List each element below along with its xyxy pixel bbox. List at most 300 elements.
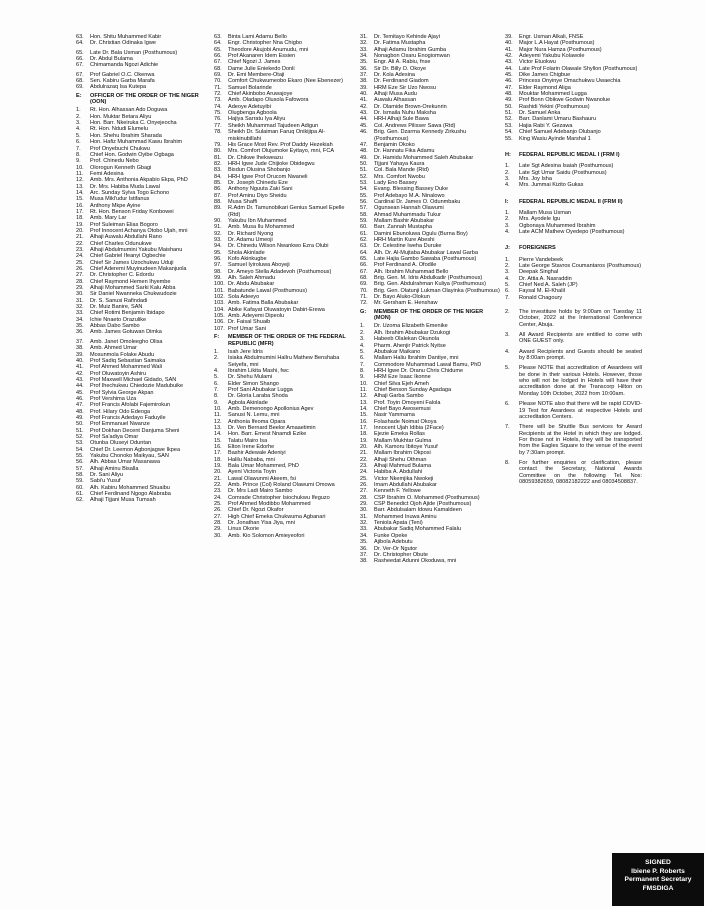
- item-number: 1.: [505, 256, 510, 263]
- item-number: 6.: [76, 139, 81, 146]
- item-name: Dr. Adamu Umeoji: [228, 237, 273, 243]
- item-name: Deepak Singhal: [519, 269, 559, 276]
- item-number: 10.: [214, 405, 222, 412]
- item-name: Alhaji Abdulmumini Yakubu Maishanu: [90, 247, 183, 253]
- list-item: [214, 205, 352, 218]
- item-number: 2.: [360, 329, 365, 336]
- item-name: Alh. Ibrahim Muhammad Bello: [374, 268, 449, 275]
- item-number: 26.: [214, 507, 222, 514]
- item-name: Lawal Olawunmi Akeem, fsi: [228, 475, 296, 482]
- section-letter: J:: [505, 245, 510, 252]
- item-number: 39.: [505, 34, 513, 40]
- item-name: Chief Bayo Awosemusi: [374, 405, 431, 412]
- item-name: Dr. Ven Bernard Beelor Amaaetimin: [228, 424, 316, 431]
- item-name: Folashade Noimat Okoya: [374, 418, 437, 425]
- item-number: 40.: [505, 40, 513, 47]
- item-name: Agbola Akinlade: [228, 399, 268, 406]
- item-number: 51.: [76, 427, 84, 434]
- section-heading: [505, 245, 642, 251]
- item-name: Prof Sadiq Sebastian Saimaka: [90, 357, 166, 364]
- item-name: Lady Eno Bassey: [374, 179, 418, 186]
- item-name: Prof Suleiman Elias Bogoro: [90, 221, 158, 228]
- item-name: Barr. Danlami Umaru Bashauru: [519, 116, 597, 123]
- item-name: Alhaji Aminu Bisalla: [90, 465, 139, 472]
- item-name: Chief Ngozi J. James: [228, 59, 281, 66]
- item-number: 63.: [214, 34, 222, 40]
- item-name: Chief Gabriel Ifeanyi Ogbechie: [90, 253, 166, 260]
- item-name: Prof Emmanuel Nwanze: [90, 421, 150, 428]
- item-number: 54.: [505, 129, 513, 136]
- item-name: Dr. Gloria Laraba Shoda: [228, 393, 288, 400]
- item-number: 51.: [360, 167, 368, 174]
- item-name: Dr. Samuel Anka: [519, 110, 561, 117]
- note-number: 2.: [505, 309, 510, 316]
- item-number: 6.: [214, 380, 219, 387]
- item-name: Dr. Abdu Abubakar: [228, 281, 275, 288]
- item-number: 4.: [505, 182, 510, 189]
- item-name: Prof Gabriel O.C. Okenwa: [90, 71, 155, 78]
- item-name: Alh. Dr. Al-Mujtaba Abubakar Lawal Garba: [374, 249, 478, 256]
- item-number: 28.: [76, 278, 84, 285]
- item-name: King Wasiu Ayinde Marshal 1: [519, 135, 591, 142]
- item-name: Isah Jere Idris: [228, 348, 263, 355]
- item-number: 77.: [214, 122, 222, 129]
- item-name: Hon. Shehu Ibrahim Sharada: [90, 132, 162, 139]
- item-name: Adeyemi Yakubu Kolawole: [519, 53, 585, 60]
- note-text: Award Recipients and Guests should be seated by 8:00am prompt.: [519, 348, 642, 362]
- item-number: 69.: [214, 72, 222, 79]
- item-number: 67.: [214, 59, 222, 66]
- item-name: Abubakar Sadiq Mohammed Falalu: [374, 526, 461, 533]
- item-number: 1.: [214, 348, 219, 355]
- column-1: [76, 34, 206, 504]
- item-number: 4.: [505, 275, 510, 282]
- item-name: Dr. Hannatu Fika Adamu: [374, 148, 435, 155]
- item-number: 70.: [360, 287, 368, 294]
- item-number: 27.: [214, 513, 222, 520]
- item-name: Dr. Emi Membere-Otaji: [228, 72, 285, 79]
- item-name: Damini Ebunoluwa Ogulu (Burna Boy): [374, 230, 468, 237]
- item-name: Mrs. Comfort Olujumoke Eyitayo, mni, FCA: [228, 148, 335, 155]
- item-name: Kofo Akinkugbe: [228, 256, 267, 263]
- item-number: 72.: [360, 300, 368, 307]
- item-name: HRH Igwe Dr. Oranu Chris Chidume: [374, 367, 464, 374]
- note-number: 4.: [505, 348, 510, 355]
- item-name: Anthony Nguuta Zaki Sani: [228, 186, 293, 193]
- item-number: 78.: [214, 129, 222, 136]
- item-name: Dr. Uzoma Elizabeth Emenike: [374, 323, 448, 330]
- item-name: Dr. Attia A. Nasraddin: [519, 275, 572, 282]
- note-text: All Award Recipients are entitled to come with ONE GUEST only.: [519, 332, 642, 345]
- item-name: Dr. Chikwe Ihekweazu: [228, 154, 283, 161]
- item-number: 26.: [360, 482, 368, 489]
- item-name: Hon. Hafiz Muhammad Kawu Ibrahim: [90, 139, 183, 146]
- item-number: 46.: [76, 395, 84, 402]
- item-number: 10.: [360, 380, 368, 387]
- list-item: [214, 355, 352, 368]
- item-number: 5.: [76, 132, 81, 139]
- item-number: 65.: [76, 49, 84, 56]
- section-title: OFFICER OF THE ORDER OF THE NIGER (OON): [90, 92, 199, 106]
- item-number: 6.: [360, 355, 365, 362]
- item-number: 36.: [76, 329, 84, 336]
- item-number: 53.: [76, 440, 84, 447]
- item-number: 70.: [214, 78, 222, 85]
- item-name: Prof Ahmed Modibbo Mohammed: [228, 501, 311, 508]
- item-name: CSP Benedict Ojoh Ajide (Posthumous): [374, 501, 472, 508]
- signatory-ministry: FMSDIGA: [642, 884, 674, 892]
- item-name: Hon. Barr. Nkeiruka C. Onyejeocha: [90, 120, 177, 127]
- item-number: 54.: [76, 446, 84, 453]
- item-name: Late Dr. Bala Usman (Posthumous): [90, 49, 178, 56]
- item-number: 3.: [360, 336, 365, 343]
- note-paragraph: [505, 309, 642, 328]
- item-name: Alhaji Mohammed Sarki Kalu Abba: [90, 285, 176, 292]
- list-item: [214, 129, 352, 142]
- item-number: 7.: [214, 386, 219, 393]
- item-name: Prof Francis Adedayo Faduyile: [90, 414, 166, 421]
- item-number: 53.: [505, 122, 513, 129]
- item-name: Binta Lami Adamu Bello: [228, 34, 287, 40]
- item-number: 2.: [505, 216, 510, 223]
- item-name: Mallam Ibrahim Okposi: [374, 450, 431, 457]
- item-name: Ronald Chagoury: [519, 294, 563, 301]
- item-name: High Chief Emeka Chukwuma Agbanari: [228, 513, 326, 520]
- item-name: Dr. Fatima Mustapha: [374, 40, 426, 47]
- item-name: Dame Julie Eniekedo Donli: [228, 65, 295, 72]
- list-item: [76, 497, 206, 503]
- signature-block: [612, 853, 704, 906]
- item-name: Prof Francis Afolabi Fajemirokun: [90, 402, 171, 409]
- item-number: 57.: [76, 465, 84, 472]
- item-name: HRH Igwe Prof Orucom Nwaneli: [228, 173, 308, 180]
- item-number: 47.: [505, 84, 513, 91]
- item-number: 93.: [214, 237, 222, 243]
- section-letter: F:: [214, 334, 220, 341]
- item-number: 29.: [214, 526, 222, 533]
- section-heading: [214, 334, 352, 347]
- item-number: 32.: [76, 304, 84, 311]
- item-name: Brig. Gen. Abdulrahman Kuliya (Posthumous): [374, 281, 486, 288]
- item-number: 14.: [76, 189, 84, 196]
- item-name: Ichie Nnaeto Orazulike: [90, 316, 147, 323]
- item-name: CSP Ibrahim O. Mohammed (Posthumous): [374, 494, 480, 501]
- item-number: 20.: [76, 227, 84, 234]
- item-number: 21.: [214, 475, 222, 482]
- item-name: Dr. Hamidu Mohammed Saleh Abubakar: [374, 154, 474, 161]
- item-number: 56.: [360, 198, 368, 205]
- item-number: 67.: [76, 62, 84, 69]
- column-4-list: [505, 34, 642, 142]
- item-number: 90.: [214, 217, 222, 224]
- item-number: 9.: [214, 399, 219, 406]
- item-number: 48.: [360, 148, 368, 155]
- item-number: 16.: [214, 444, 222, 450]
- item-name: Halilu Nababa, mni: [228, 456, 275, 463]
- item-name: Imam Abdullahi Abubakar: [374, 482, 437, 489]
- item-number: 64.: [76, 40, 84, 47]
- item-name: Chief Ferdinand Ngogo Alabraba: [90, 491, 171, 498]
- item-number: 41.: [505, 46, 513, 53]
- item-number: 22.: [76, 240, 84, 247]
- item-name: Habiba A. Abdullahi: [374, 469, 423, 476]
- item-number: 39.: [360, 84, 368, 91]
- item-number: 60.: [76, 484, 84, 491]
- item-number: 7.: [76, 145, 81, 152]
- item-name: Linus Okorie: [228, 526, 260, 533]
- item-number: 55.: [360, 192, 368, 199]
- item-number: 24.: [214, 494, 222, 501]
- note-number: 6.: [505, 401, 510, 408]
- item-name: Chimamanda Ngozi Adichie: [90, 62, 159, 69]
- item-name: Mrs. Jummai Kizito Gukas: [519, 182, 584, 189]
- item-name: HRM Eze Sir Uzo Nwosu: [374, 84, 436, 91]
- section-title: FEDERAL REPUBLIC MEDAL I (FRM I): [519, 151, 620, 158]
- item-number: 4.: [214, 367, 219, 374]
- item-name: Anthony Mkpe Ayine: [90, 202, 141, 209]
- section-letter: I:: [505, 198, 509, 205]
- item-name: Mrs. Joy Isha: [519, 175, 552, 182]
- section-title: FEDERAL REPUBLIC MEDAL II (FRM II): [519, 198, 623, 205]
- item-number: 30.: [214, 532, 222, 539]
- item-name: Anthonia Ifeoma Opara: [228, 418, 286, 425]
- item-name: Kenneth F. Yellowe: [374, 488, 421, 495]
- item-name: Chief Charles Odunukwe: [90, 240, 152, 247]
- item-name: Ejezie Emeka Rollas: [374, 431, 425, 438]
- item-number: 88.: [214, 198, 222, 205]
- item-number: 106.: [214, 319, 225, 326]
- item-name: Bala Umar Mohammed, PhD: [228, 463, 299, 470]
- note-paragraph: [505, 365, 642, 397]
- item-name: Prof. Chinedu Nebo: [90, 158, 139, 165]
- item-name: Chief Benson Sunday Agadaga: [374, 386, 452, 393]
- note-number: 5.: [505, 365, 510, 372]
- item-name: Dr. Ismaila Nuhu Maksha: [374, 110, 436, 117]
- item-name: Ogunsean Hannah Olawumi: [374, 205, 444, 212]
- item-name: Ajibola Adebutu: [374, 539, 413, 546]
- item-number: 13.: [360, 399, 368, 406]
- item-name: Prof Sylvia George Akpan: [90, 389, 154, 396]
- item-name: Hon. Muktar Betara Aliyu: [90, 113, 152, 120]
- item-name: Amb. Ahmed Umar: [90, 345, 137, 352]
- item-number: 34.: [360, 53, 368, 60]
- item-number: 52.: [76, 433, 84, 440]
- item-name: Chief Raymond Hemen Ihyembe: [90, 278, 171, 285]
- item-number: 22.: [214, 482, 222, 489]
- item-name: Chief Dr. Ngozi Okafor: [228, 507, 284, 514]
- section-title: FOREIGNERS: [519, 245, 556, 252]
- item-number: 103.: [214, 300, 225, 307]
- item-number: 30.: [76, 291, 84, 298]
- item-name: Hon. Shitu Muhammed Kabir: [90, 34, 162, 40]
- item-number: 27.: [360, 488, 368, 495]
- item-name: Evang. Blessing Bassey Duke: [374, 186, 448, 193]
- item-name: Amb. Prince (Col) Roland Olawumi Omowa: [228, 482, 335, 489]
- item-name: Dr. Kola Adesina: [374, 72, 416, 79]
- item-name: Mallam Mukhtar Gulma: [374, 437, 432, 444]
- item-number: 12.: [360, 393, 368, 400]
- item-name: Late George Stavros Coumantaros (Posthumous): [519, 262, 642, 269]
- item-name: Dr. Richard Nyong: [228, 230, 274, 237]
- item-number: 43.: [505, 59, 513, 66]
- item-number: 45.: [76, 389, 84, 396]
- item-number: 16.: [76, 202, 84, 209]
- item-name: Dr. Temitayo Kehinde Ajayi: [374, 34, 440, 40]
- section-heading: [505, 152, 642, 158]
- item-number: 32.: [360, 520, 368, 527]
- item-name: Prof Sani Abubakar Lugga: [228, 386, 293, 393]
- item-number: 11.: [360, 386, 368, 393]
- item-name: HRH Alhaji Sule Bawa: [374, 116, 429, 123]
- item-number: 45.: [505, 72, 513, 79]
- item-name: Abike Kafayat Oluwatoyin Dabiri-Erewa: [228, 306, 325, 313]
- item-name: Dr. Abdul Bulama: [90, 56, 133, 63]
- list-item: [360, 129, 500, 142]
- item-number: 34.: [360, 532, 368, 539]
- item-number: 18.: [360, 431, 368, 438]
- item-number: 39.: [76, 351, 84, 358]
- item-number: 10.: [76, 164, 84, 171]
- item-name: Shola Akinlade: [228, 249, 265, 256]
- item-number: 38.: [76, 345, 84, 352]
- note-paragraph: [505, 349, 642, 362]
- item-name: Victor Nkemjika Nwokeji: [374, 475, 434, 482]
- item-name: Ibrahim Likita Mashi, fwc: [228, 367, 289, 374]
- item-number: 44.: [360, 116, 368, 123]
- item-name: Dr. Celestine Iweha Duruke: [374, 243, 442, 250]
- item-name: Amb. Oladapo Olusola Fafowora: [228, 97, 309, 104]
- item-name: Femi Adesina: [90, 170, 124, 177]
- item-number: 71.: [214, 84, 222, 91]
- item-number: 74.: [214, 103, 222, 110]
- item-name: Benjamin Okoko: [374, 141, 415, 148]
- item-number: 30.: [360, 507, 368, 514]
- item-number: 8.: [360, 367, 365, 374]
- item-name: Prof Innocent Achanya Otobo Ujah, mni: [90, 227, 188, 234]
- item-name: Alh. Ibrahim Abubakar Dzukogi: [374, 329, 451, 336]
- item-number: 81.: [214, 154, 222, 161]
- item-number: 2.: [76, 113, 81, 120]
- item-number: 44.: [76, 383, 84, 390]
- item-name: Alh. Saleh Ahmadu: [228, 275, 276, 282]
- item-name: Dr. Ameyo Stella Adadevoh (Posthumous): [228, 268, 332, 275]
- item-number: 3.: [505, 175, 510, 182]
- item-name: Prof Sa'adiya Omar: [90, 433, 139, 440]
- item-number: 33.: [360, 46, 368, 53]
- item-number: 51.: [505, 110, 513, 117]
- item-number: 18.: [214, 456, 222, 463]
- item-number: 3.: [76, 120, 81, 127]
- notes: [505, 301, 642, 485]
- column-3: [360, 34, 500, 565]
- item-number: 33.: [76, 310, 84, 317]
- item-name: Pharm. Ahenjir Patrick Nyitse: [374, 342, 446, 349]
- item-name: Ayeni Victoria Toyin: [228, 469, 277, 476]
- item-number: 57.: [360, 205, 368, 212]
- item-number: 17.: [76, 208, 84, 215]
- item-number: 107.: [214, 325, 225, 332]
- item-number: 35.: [360, 59, 368, 66]
- item-name: Faysal M. El-Khalil: [519, 288, 565, 295]
- item-name: Yakubu Chonoko Maikyau, SAN: [90, 453, 169, 459]
- item-name: Dr. Sani Aliyu: [90, 472, 123, 479]
- section-letter: E:: [76, 92, 82, 99]
- item-number: 9.: [76, 158, 81, 165]
- item-name: Amb. Mary Lar: [90, 215, 127, 222]
- item-name: Chief Ned A. Saleh (JP): [519, 282, 578, 288]
- item-number: 85.: [214, 179, 222, 186]
- item-number: 28.: [360, 494, 368, 501]
- item-name: Amb. Musa Ilu Mohammed: [228, 224, 295, 231]
- item-name: Mouktar Mohammed Lugga: [519, 91, 587, 98]
- item-name: Amb. Fatima Balla Abubakar: [228, 300, 299, 307]
- item-name: Prof Vershima Uza: [90, 395, 137, 402]
- item-number: 53.: [360, 179, 368, 186]
- item-name: Amb. Janet Omoleegho Olisa: [90, 338, 163, 345]
- item-number: 66.: [360, 262, 368, 269]
- item-number: 43.: [360, 110, 368, 117]
- item-number: 46.: [505, 78, 513, 85]
- signatory-title: Permanent Secretary: [624, 876, 692, 884]
- item-name: Rt. Hon. Alhassan Ado Doguwa: [90, 107, 168, 114]
- item-number: 37.: [76, 338, 84, 345]
- item-number: 65.: [360, 256, 368, 263]
- item-name: Elton Irene Edorhe: [228, 444, 275, 450]
- item-number: 16.: [360, 418, 368, 425]
- item-name: Major L.A Hayat (Posthumous): [519, 40, 595, 47]
- note-paragraph: [505, 460, 642, 485]
- section-heading: [505, 199, 642, 205]
- item-number: 55.: [76, 453, 84, 459]
- item-number: 7.: [505, 294, 510, 301]
- item-name: Major Nura Hamza (Posthumous): [519, 46, 602, 53]
- item-number: 33.: [360, 526, 368, 533]
- item-number: 29.: [76, 285, 84, 292]
- item-number: 49.: [76, 414, 84, 421]
- section-letter: H:: [505, 151, 511, 158]
- item-number: 43.: [76, 376, 84, 383]
- item-number: 1.: [76, 107, 81, 114]
- item-number: 62.: [360, 237, 368, 243]
- item-name: Prof Adebayo M.A. Ninalowo: [374, 192, 445, 199]
- item-number: 21.: [76, 234, 84, 241]
- item-number: 50.: [76, 421, 84, 428]
- item-name: Auwalu Alhassan: [374, 97, 417, 104]
- item-number: 94.: [214, 243, 222, 250]
- item-number: 9.: [360, 374, 365, 381]
- item-number: 38.: [360, 78, 368, 85]
- item-number: 14.: [214, 431, 222, 438]
- note-text: There will be Shuttle Bus services for Award Recipients at the Hotel in which they are lodged. For those not in Hotels, they will be transported from the Eagles Square to the venue of the event by 7:30am prompt.: [519, 424, 642, 456]
- item-name: Talatu Mairo Isa: [228, 437, 268, 444]
- item-name: Alhaji Auwalu Abdullahi Rano: [90, 234, 162, 241]
- item-number: 63.: [76, 34, 84, 40]
- item-name: Olorogun Kenneth Gbagi: [90, 164, 152, 171]
- item-number: 61.: [76, 491, 84, 498]
- item-number: 59.: [76, 478, 84, 485]
- section-heading: [360, 309, 500, 322]
- item-name: Adeoye Adetuyibi: [228, 103, 271, 110]
- note-text: For further enquiries or clarification, please contact the Secretary, National Awards Committee on the following Tel. Nos: 08059382659, 08082182222 and 08034508837.: [519, 459, 642, 485]
- item-number: 79.: [214, 141, 222, 148]
- item-name: Mohammed Inuwa Aminu: [374, 513, 437, 520]
- item-name: Abdulrazaq Isa Kutepa: [90, 84, 147, 91]
- item-number: 42.: [76, 370, 84, 377]
- item-name: Otunba Oluseyi Oduntan: [90, 440, 152, 447]
- item-number: 5.: [214, 374, 219, 381]
- item-name: Prof Aminu Diyo Sheidu: [228, 192, 287, 199]
- item-name: Prof Ihechukwu Chiedozie Madubuike: [90, 383, 184, 390]
